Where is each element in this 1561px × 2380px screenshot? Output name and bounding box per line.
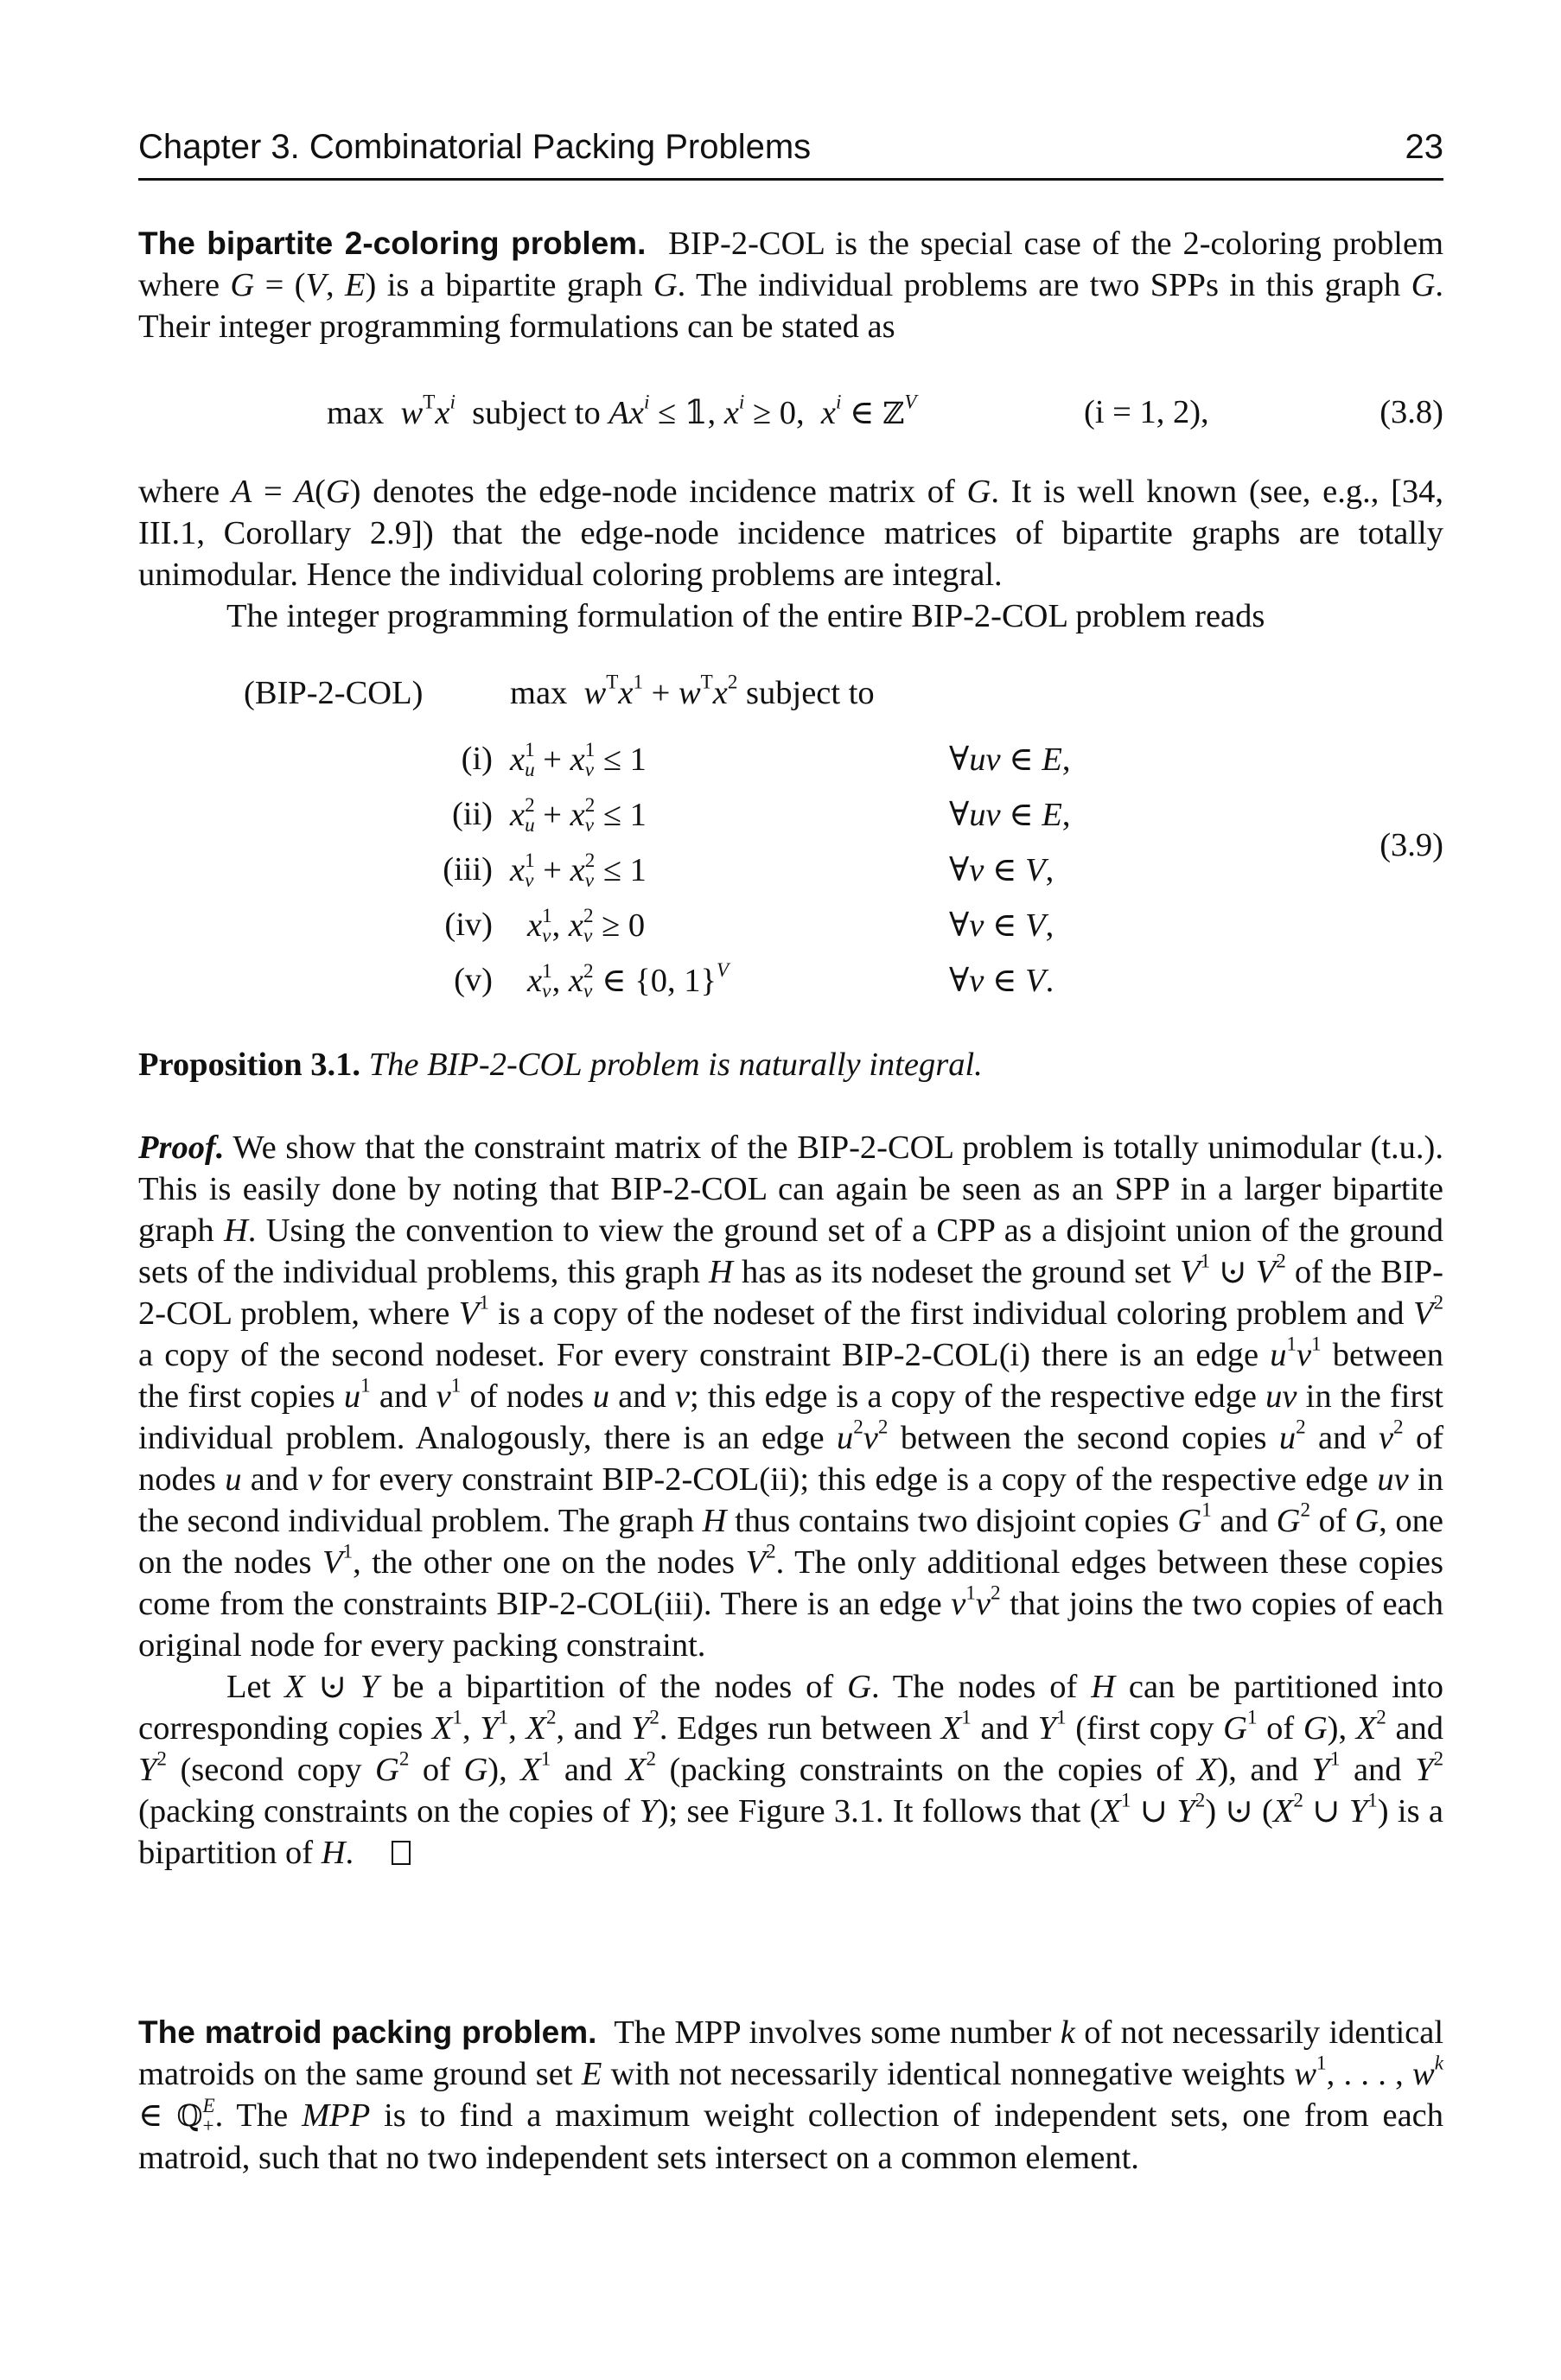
equation-3-9-row-1: (i) x 1 u + x 1 v ≤ 1 ∀uv ∈ E, [461,738,1071,781]
equation-3-8-number: (3.8) [1379,394,1443,430]
equation-3-9-row-4: (iv) x 1 v , x 2 v ≥ 0 ∀v ∈ V, [444,904,1054,947]
proposition-statement: The BIP-2-COL problem is naturally integral. [368,1047,983,1083]
equation-3-9-name: (BIP-2-COL) [244,675,424,711]
equation-3-8-index: (i = 1, 2), [1084,394,1209,430]
paragraph-incidence: where A = A(G) denotes the edge-node incidence matrix of G. It is well known (see, e.g., [34, III.1, Corollary 2.9]) that the edge-node incidence matrices of bipartite graphs are totally unimodular. Hence the individual coloring problems are integral. The integer programming formulation of the entire BIP-2-COL problem reads [138,471,1443,637]
section-heading-matroid: The matroid packing problem. [138,2014,597,2050]
equation-3-9-row-2: (ii) x 2 u + x 2 v ≤ 1 ∀uv ∈ E, [451,793,1071,837]
proposition-3-1 [138,1044,1443,1085]
section-matroid-packing [138,2012,1443,2179]
section-heading: The bipartite 2-coloring problem. [138,226,647,261]
paragraph-intro: The bipartite 2-coloring problem. BIP-2-COL is the special case of the 2-coloring problem where G = (V, E) is a bipartite graph G. The individual problems are two SPPs in this graph G. Their integer programming formulations can be stated as [138,226,1444,345]
equation-3-8-body: $\max w^Tx^i$ subject to $Ax^i$ ≤ 𝟙, $x^i \ge 0$, $x^i$ ∈ ℤ$^V$ [327,390,917,431]
equation-3-9-objective: (BIP-2-COL) $\max w^Tx^1 + w^Tx^2$ subject to [244,670,875,711]
equation-3-9-row-5: (v) x 1 v , x 2 v ∈ {0, 1}$^V$ ∀v ∈ V. [454,958,1054,1002]
page-number: 23 [1405,128,1443,166]
equation-3-8 [138,390,1443,440]
proof-label: Proof. [138,1130,225,1166]
qed-box [392,1841,411,1865]
proof-paragraph-1: Proof. We show that the constraint matrix of the BIP-2-COL problem is totally unimodular (t.u.). This is easily done by noting that BIP-2-COL can again be seen as an SPP in a larger bipartite graph H. Using the convention to view the ground set of a CPP as a disjoint union of the ground sets of the individual problems, this graph H has as its nodeset the ground set $V^1$ ⊍ $V^2$ of the BIP-2-COL problem, where $V^1$ is a copy of the nodeset of the first individual coloring problem and $V^2$ a copy of the second nodeset. For every constraint BIP-2-COL(i) there is an edge $u^1v^1$ between the first copies $u^1$ and $v^1$ of nodes u and v; this edge is a copy of the respective edge uv in the first individual problem. Analogously, there is an edge $u^2v^2$ between the second copies $u^2$ and $v^2$ of nodes u and v for every constraint BIP-2-COL(ii); this edge is a copy of the respective edge uv in the second individual problem. The graph H thus contains two disjoint copies $G^1$ and $G^2$ of G, one on the nodes $V^1$, the other one on the nodes $V^2$. The only additional edges between these copies come from the constraints BIP-2-COL(iii). There is an edge $v^1v^2$ that joins the two copies of each original node for every packing constraint. [138,1130,1444,1664]
proof [138,1127,1443,1874]
paragraph-matroid: The matroid packing problem. The MPP involves some number k of not necessarily identical matroids on the same ground set E with not necessarily identical nonnegative weights $w^1$, . . . , $w^k$ ∈ ℚ E + . The MPP is to find a maximum weight collection of independent sets, one from each matroid, such that no two independent sets intersect on a common element. [138,2014,1444,2176]
equation-3-9-number: (3.9) [1379,827,1443,863]
section-bipartite-coloring [138,223,1443,347]
chapter-title: Chapter 3. Combinatorial Packing Problems [138,128,812,166]
header-rule [138,178,1443,181]
proposition-label: Proposition 3.1. [138,1047,361,1083]
equation-3-9-row-3: (iii) x 1 v + x 2 v ≤ 1 ∀v ∈ V, [443,849,1054,892]
running-header [138,128,1443,175]
proof-paragraph-2: Let X ⊍ Y be a bipartition of the nodes of G. The nodes of H can be partitioned into corresponding copies $X^1$, $Y^1$, $X^2$, and $Y^2$. Edges run between $X^1$ and $Y^1$ (first copy $G^1$ of G), $X^2$ and $Y^2$ (second copy $G^2$ of G), $X^1$ and $X^2$ (packing constraints on the copies of X), and $Y^1$ and $Y^2$ (packing constraints on the copies of Y); see Figure 3.1. It follows that ($X^1$ ∪ $Y^2$) ⊍ ($X^2$ ∪ $Y^1$) is a bipartition of H. [138,1669,1444,1871]
paragraph-formulation-lead: The integer programming formulation of the entire BIP-2-COL problem reads [226,598,1265,634]
